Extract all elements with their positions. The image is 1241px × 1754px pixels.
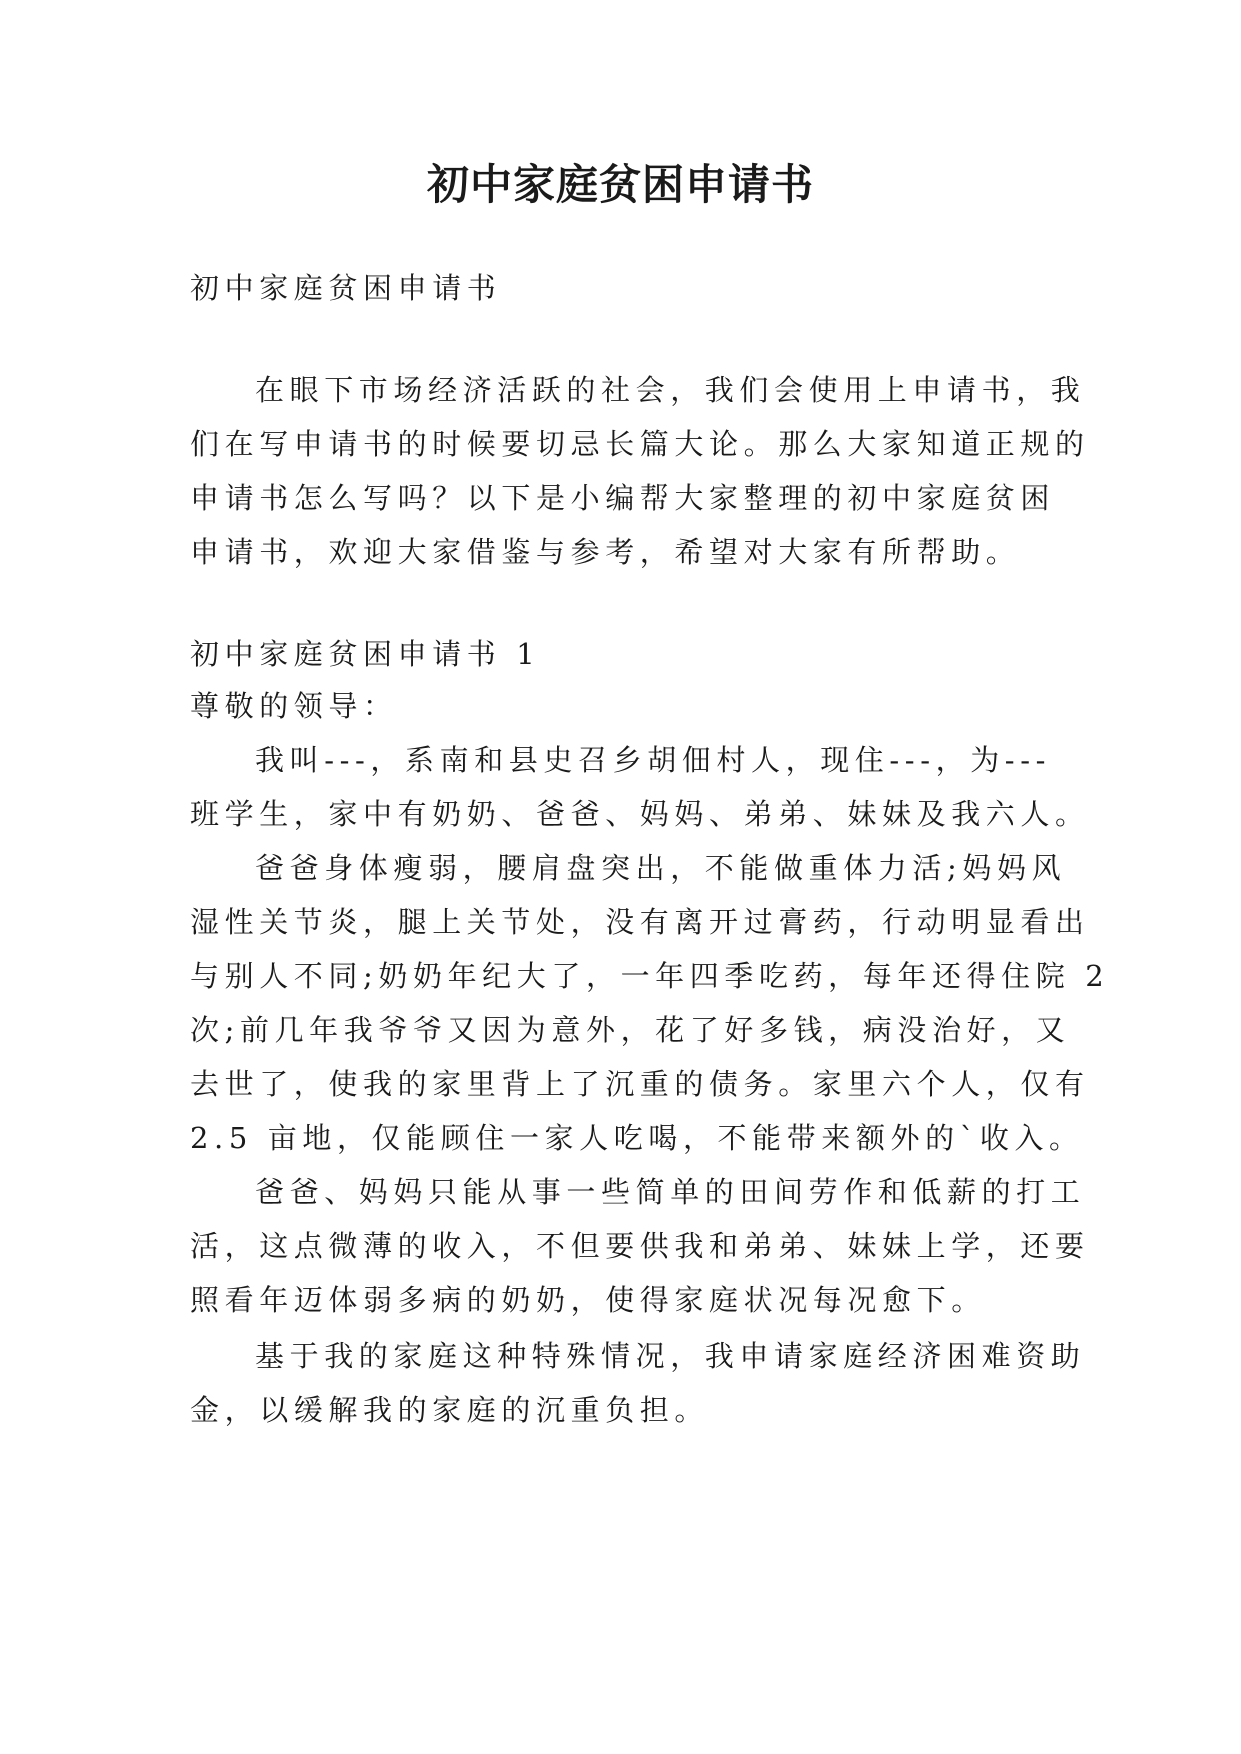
body-line: 次;前几年我爷爷又因为意外，花了好多钱，病没治好，又 xyxy=(190,1013,1071,1047)
intro-line: 申请书怎么写吗？以下是小编帮大家整理的初中家庭贫困 xyxy=(190,481,1056,515)
salutation: 尊敬的领导： xyxy=(190,689,398,723)
section-heading: 初中家庭贫困申请书 1 xyxy=(190,637,541,671)
intro-line: 在眼下市场经济活跃的社会，我们会使用上申请书，我 xyxy=(255,373,1086,407)
body-line: 爸爸身体瘦弱，腰肩盘突出，不能做重体力活;妈妈风 xyxy=(255,851,1067,885)
document-title: 初中家庭贫困申请书 xyxy=(426,160,814,209)
body-line: 我叫---，系南和县史召乡胡佃村人，现住---，为--- xyxy=(255,743,1051,777)
body-line: 基于我的家庭这种特殊情况，我申请家庭经济困难资助 xyxy=(255,1339,1086,1373)
body-line: 去世了，使我的家里背上了沉重的债务。家里六个人，仅有 xyxy=(190,1067,1090,1101)
intro-line: 们在写申请书的时候要切忌长篇大论。那么大家知道正规的 xyxy=(190,427,1090,461)
body-line: 金，以缓解我的家庭的沉重负担。 xyxy=(190,1393,710,1427)
body-line: 爸爸、妈妈只能从事一些简单的田间劳作和低薪的打工 xyxy=(255,1175,1086,1209)
body-line: 2.5 亩地，仅能顾住一家人吃喝，不能带来额外的`收入。 xyxy=(190,1121,1084,1155)
body-line: 与别人不同;奶奶年纪大了，一年四季吃药，每年还得住院 2 xyxy=(190,959,1110,993)
body-line: 活，这点微薄的收入，不但要供我和弟弟、妹妹上学，还要 xyxy=(190,1229,1090,1263)
body-line: 照看年迈体弱多病的奶奶，使得家庭状况每况愈下。 xyxy=(190,1283,986,1317)
intro-line: 申请书，欢迎大家借鉴与参考，希望对大家有所帮助。 xyxy=(190,535,1021,569)
body-line: 班学生，家中有奶奶、爸爸、妈妈、弟弟、妹妹及我六人。 xyxy=(190,797,1090,831)
body-line: 湿性关节炎，腿上关节处，没有离开过膏药，行动明显看出 xyxy=(190,905,1090,939)
subtitle: 初中家庭贫困申请书 xyxy=(190,271,502,305)
